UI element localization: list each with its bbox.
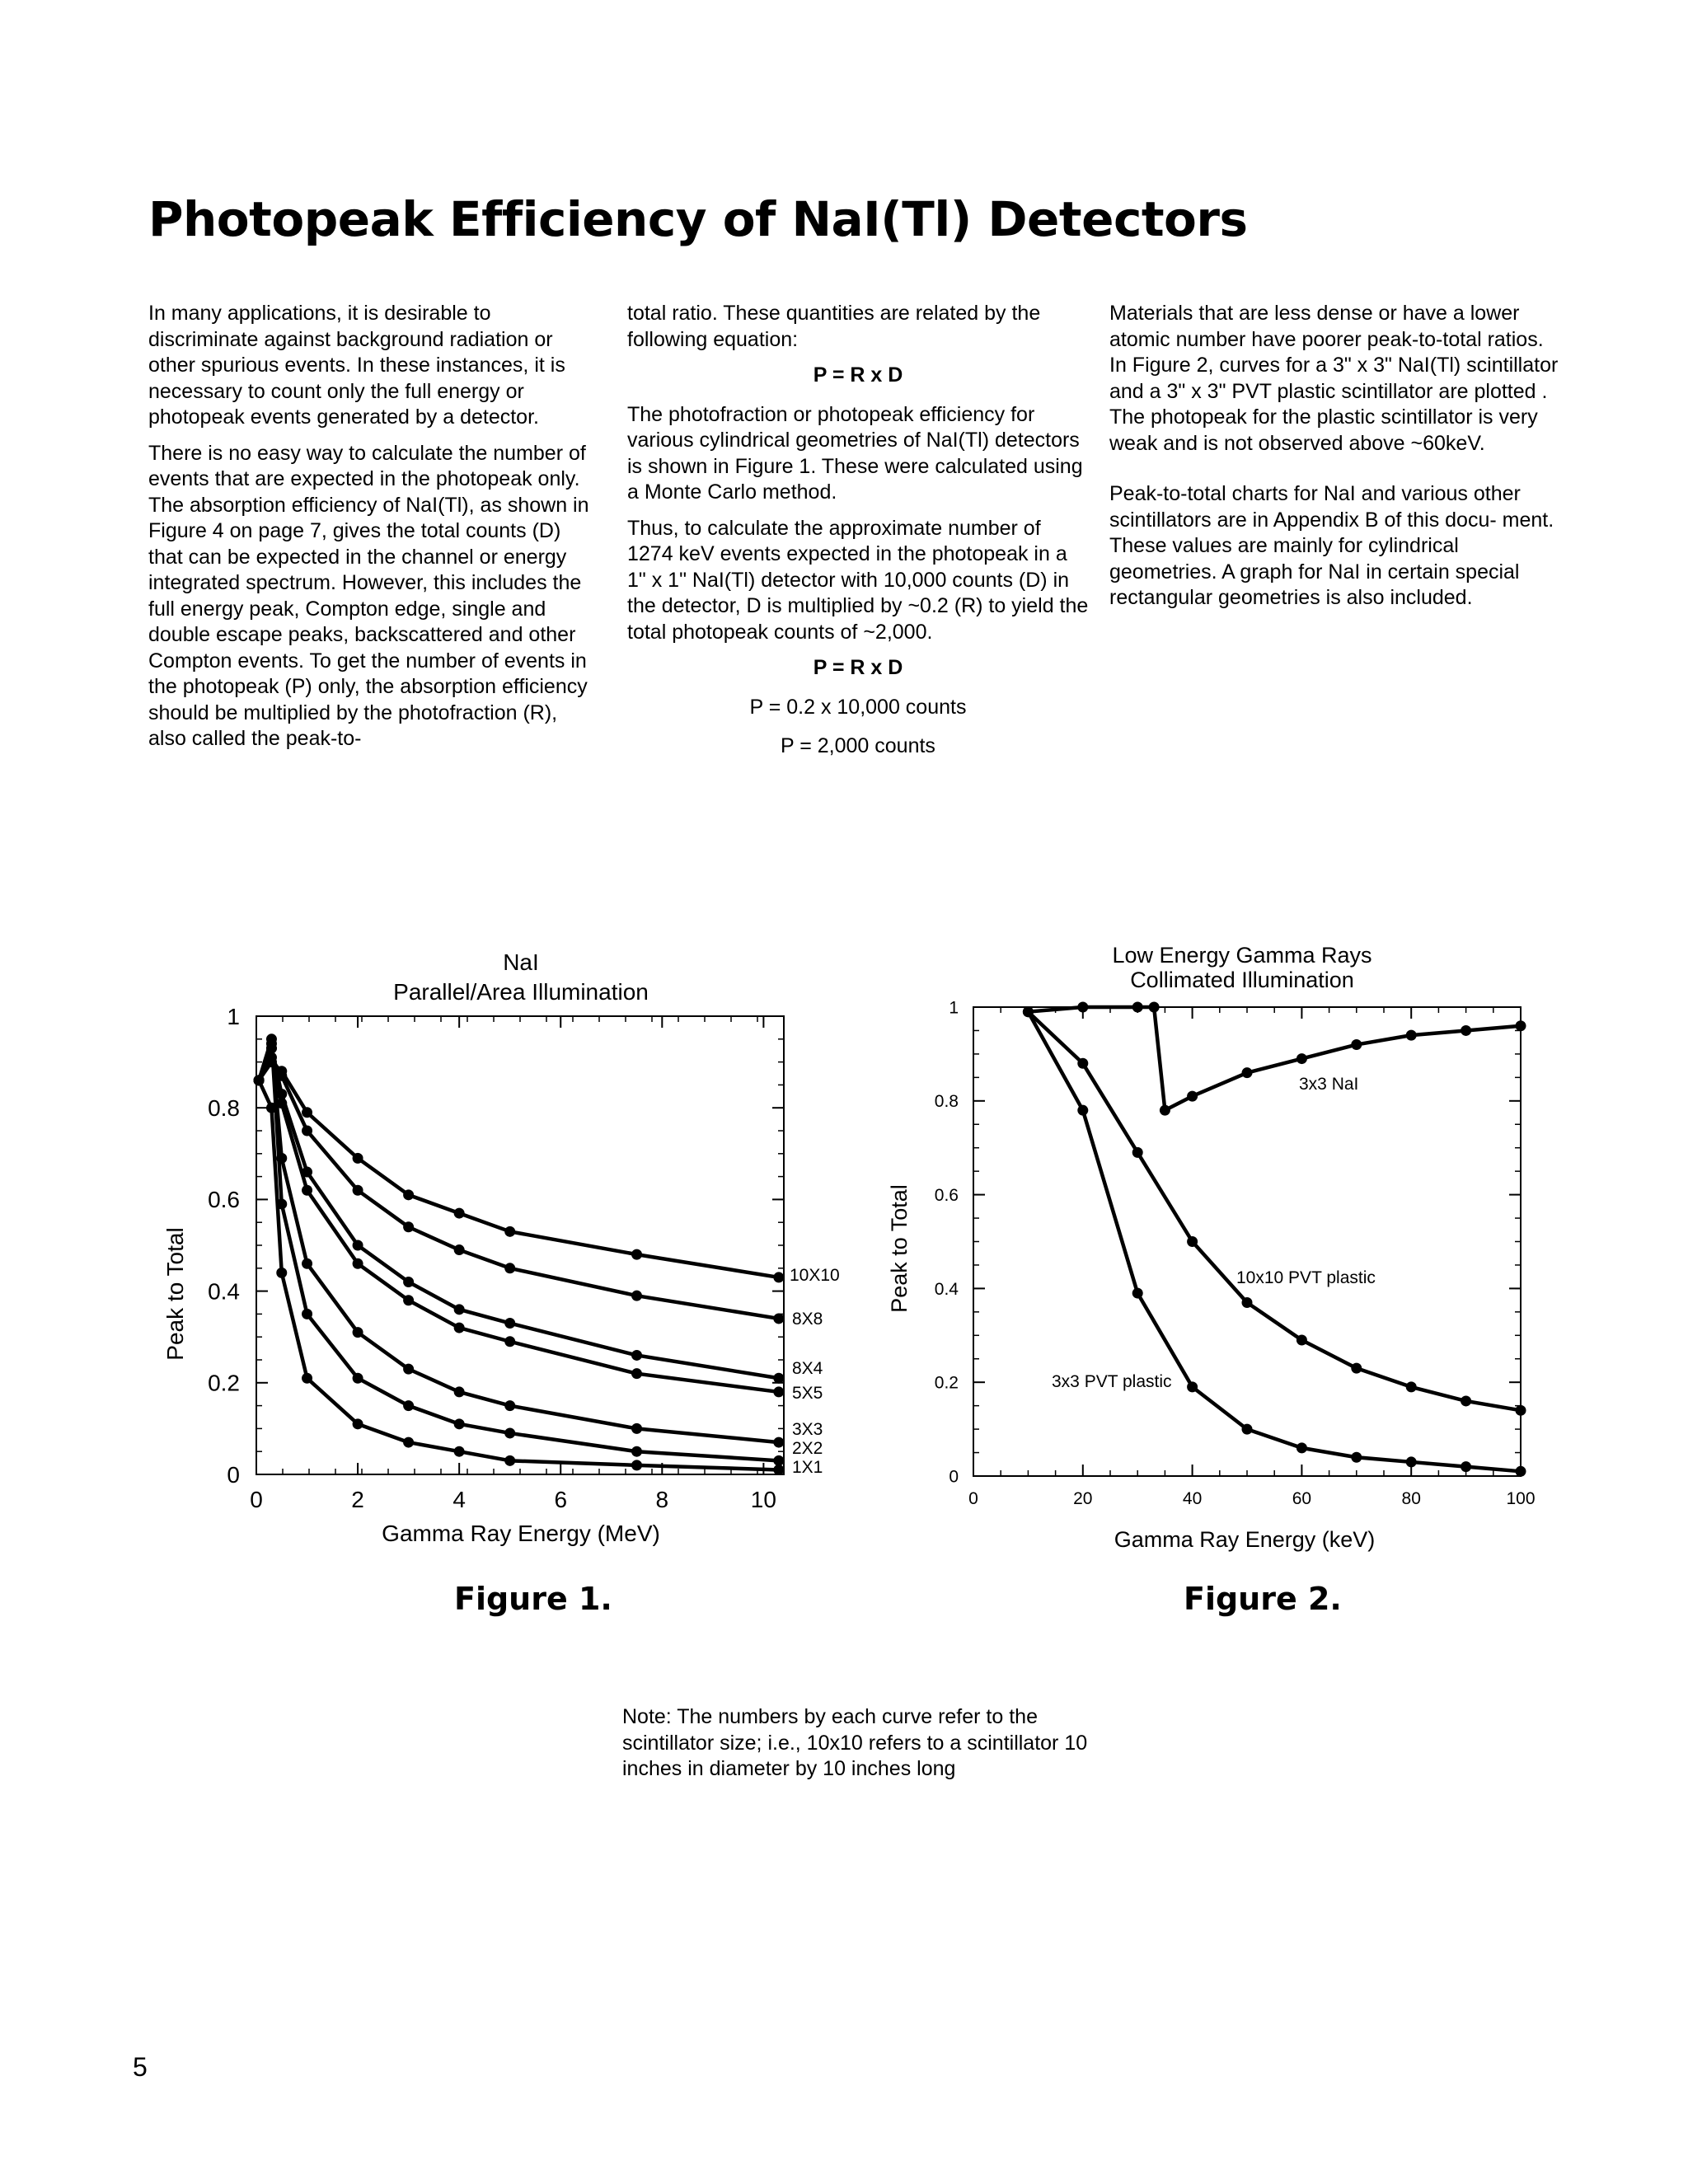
x-axis-label: Gamma Ray Energy (MeV) xyxy=(382,1521,660,1546)
data-point xyxy=(1406,1456,1417,1467)
x-tick-label: 4 xyxy=(452,1487,466,1512)
data-point xyxy=(302,1309,312,1319)
y-tick-label: 0.6 xyxy=(934,1185,959,1205)
x-tick-label: 2 xyxy=(351,1487,364,1512)
series-label: 3x3 PVT plastic xyxy=(1052,1372,1172,1391)
series-label: 8X4 xyxy=(792,1359,823,1378)
data-point xyxy=(254,1075,265,1085)
data-point xyxy=(454,1446,465,1457)
plot-frame xyxy=(973,1007,1521,1476)
data-point xyxy=(504,1226,515,1237)
paragraph: total ratio. These quantities are related by the following equation: xyxy=(627,302,1041,351)
data-point xyxy=(353,1373,363,1384)
data-point xyxy=(454,1418,465,1429)
y-tick-label: 0.8 xyxy=(934,1092,959,1112)
data-point xyxy=(1516,1405,1526,1416)
data-point xyxy=(276,1098,287,1108)
data-point xyxy=(631,1446,642,1457)
data-point xyxy=(1160,1105,1170,1116)
data-point xyxy=(353,1185,363,1196)
series-line xyxy=(259,1048,779,1378)
data-point xyxy=(403,1400,414,1411)
data-point xyxy=(631,1291,642,1301)
equation: P = R x D xyxy=(813,656,903,679)
data-point xyxy=(254,1075,265,1085)
x-tick-label: 60 xyxy=(1292,1489,1312,1508)
data-point xyxy=(254,1075,265,1085)
data-point xyxy=(1296,1442,1307,1453)
data-point xyxy=(1242,1297,1253,1308)
data-point xyxy=(1296,1334,1307,1345)
data-point xyxy=(276,1089,287,1099)
text-column-1 xyxy=(148,301,598,762)
data-point xyxy=(1516,1020,1526,1031)
data-point xyxy=(1516,1466,1526,1477)
data-point xyxy=(254,1075,265,1085)
series-line xyxy=(1028,1012,1521,1472)
data-point xyxy=(254,1075,265,1085)
series-label: 1X1 xyxy=(792,1458,823,1477)
data-point xyxy=(1077,1058,1088,1069)
y-tick-label: 0.8 xyxy=(208,1095,240,1121)
data-point xyxy=(1187,1091,1198,1102)
data-point xyxy=(266,1033,277,1044)
x-tick-label: 80 xyxy=(1401,1489,1421,1508)
data-point xyxy=(1149,1002,1160,1013)
data-point xyxy=(403,1364,414,1375)
data-point xyxy=(773,1386,784,1397)
data-point xyxy=(504,1427,515,1438)
data-point xyxy=(276,1268,287,1278)
data-point xyxy=(403,1221,414,1232)
data-point xyxy=(631,1249,642,1260)
y-axis-label: Peak to Total xyxy=(887,1184,912,1313)
data-point xyxy=(1351,1452,1362,1463)
series-label: 2X2 xyxy=(792,1439,823,1458)
data-point xyxy=(1461,1395,1471,1406)
series-line xyxy=(1028,1007,1521,1110)
data-point xyxy=(773,1455,784,1466)
equation: P = R x D xyxy=(813,363,903,387)
data-point xyxy=(504,1455,515,1466)
data-point xyxy=(631,1350,642,1361)
chart-title: NaI xyxy=(503,949,539,975)
data-point xyxy=(403,1437,414,1448)
data-point xyxy=(302,1185,312,1196)
series-line xyxy=(259,1080,779,1470)
y-axis-label: Peak to Total xyxy=(162,1227,188,1361)
data-point xyxy=(1351,1039,1362,1050)
y-tick-label: 0 xyxy=(227,1461,240,1488)
plot-frame xyxy=(256,1016,784,1474)
series-line xyxy=(259,1057,779,1319)
data-point xyxy=(302,1373,312,1384)
data-point xyxy=(631,1460,642,1470)
series-label: 3X3 xyxy=(792,1420,823,1439)
chart-subtitle: Collimated Illumination xyxy=(1130,968,1354,992)
data-point xyxy=(276,1198,287,1209)
data-point xyxy=(1023,1006,1034,1017)
data-point xyxy=(1351,1363,1362,1374)
y-tick-label: 1 xyxy=(227,1003,240,1029)
data-point xyxy=(403,1295,414,1305)
data-point xyxy=(1406,1381,1417,1392)
x-axis-label: Gamma Ray Energy (keV) xyxy=(1114,1527,1376,1552)
x-tick-label: 0 xyxy=(250,1487,263,1512)
paragraph: In many applications, it is desirable to discriminate against background radiation or other spurious events. In these instances, it is necessary to count only the full energy or photopeak events generated by a detector. xyxy=(148,302,565,429)
data-point xyxy=(276,1066,287,1076)
chart-title: Low Energy Gamma Rays xyxy=(1112,943,1372,968)
data-point xyxy=(454,1244,465,1255)
series-label: 5X5 xyxy=(792,1384,823,1403)
data-point xyxy=(1187,1381,1198,1392)
data-point xyxy=(504,1336,515,1347)
text-column-2 xyxy=(627,301,1089,773)
data-point xyxy=(631,1368,642,1379)
data-point xyxy=(773,1465,784,1475)
figure-1-caption: Figure 1. xyxy=(454,1581,612,1617)
data-point xyxy=(403,1189,414,1200)
data-point xyxy=(276,1071,287,1081)
data-point xyxy=(254,1075,265,1085)
series-line xyxy=(1028,1012,1521,1411)
data-point xyxy=(266,1103,277,1113)
page-title: Photopeak Efficiency of NaI(Tl) Detectors xyxy=(148,191,1248,247)
data-point xyxy=(353,1240,363,1251)
figure-2-caption: Figure 2. xyxy=(1184,1581,1342,1617)
y-tick-label: 0.2 xyxy=(934,1373,959,1393)
data-point xyxy=(266,1038,277,1049)
data-point xyxy=(773,1437,784,1448)
paragraph: The photofraction or photopeak efficiency for various cylindrical geometries of NaI(Tl) detectors is shown in Figure 1. These were calculated using a Monte Carlo method. xyxy=(627,402,1083,504)
y-tick-label: 0.2 xyxy=(208,1370,240,1396)
data-point xyxy=(1406,1030,1417,1041)
data-point xyxy=(1461,1461,1471,1472)
data-point xyxy=(1242,1424,1253,1435)
data-point xyxy=(403,1277,414,1287)
series-line xyxy=(259,1062,779,1277)
y-tick-label: 0 xyxy=(949,1467,959,1487)
data-point xyxy=(353,1418,363,1429)
data-point xyxy=(302,1167,312,1178)
page-number: 5 xyxy=(133,2052,148,2082)
data-point xyxy=(504,1318,515,1329)
data-point xyxy=(631,1423,642,1434)
x-tick-label: 0 xyxy=(968,1489,978,1508)
x-tick-label: 100 xyxy=(1506,1489,1536,1508)
data-point xyxy=(1242,1067,1253,1078)
data-point xyxy=(1461,1025,1471,1036)
data-point xyxy=(1132,1147,1143,1158)
series-label: 10X10 xyxy=(790,1266,840,1285)
data-point xyxy=(504,1263,515,1273)
data-point xyxy=(454,1386,465,1397)
data-point xyxy=(454,1304,465,1315)
chart-subtitle: Parallel/Area Illumination xyxy=(393,979,649,1005)
equation: P = 2,000 counts xyxy=(781,734,935,757)
paragraph: There is no easy way to calculate the number of events that are expected in the photopeak only. The absorption efficiency of NaI(Tl), as shown in Figure 4 on page 7, gives the total counts (D) that can be expected in the channel or energy integrated spectrum. However, this includes the full energy peak, Compton edge, single and double escape peaks, backscattered and other Compton events. To get the number of events in the photopeak (P) only, the absorption efficiency should be multiplied by the photofraction (R), also called the peak-to- xyxy=(148,441,589,750)
x-tick-label: 6 xyxy=(554,1487,568,1512)
data-point xyxy=(353,1153,363,1164)
y-tick-label: 0.4 xyxy=(208,1278,240,1305)
data-point xyxy=(454,1323,465,1333)
data-point xyxy=(353,1258,363,1269)
data-point xyxy=(266,1057,277,1067)
data-point xyxy=(1187,1236,1198,1247)
data-point xyxy=(302,1126,312,1137)
data-point xyxy=(353,1327,363,1338)
data-point xyxy=(773,1313,784,1324)
text-column-3 xyxy=(1109,301,1559,621)
data-point xyxy=(266,1043,277,1053)
data-point xyxy=(773,1272,784,1282)
data-point xyxy=(1132,1002,1143,1013)
series-line xyxy=(259,1043,779,1442)
y-tick-label: 0.6 xyxy=(208,1187,240,1213)
series-line xyxy=(259,1048,779,1392)
data-point xyxy=(302,1258,312,1269)
data-point xyxy=(773,1373,784,1384)
data-point xyxy=(1077,1105,1088,1116)
paragraph: Peak-to-total charts for NaI and various other scintillators are in Appendix B of this docu- ment. These values are mainly for cylindrical geometries. A graph for NaI in certain special rectangular geometries is also included. xyxy=(1109,482,1554,609)
series-label: 10x10 PVT plastic xyxy=(1236,1268,1376,1287)
data-point xyxy=(454,1208,465,1219)
data-point xyxy=(504,1400,515,1411)
series-line xyxy=(259,1039,779,1461)
x-tick-label: 8 xyxy=(655,1487,669,1512)
equation: P = 0.2 x 10,000 counts xyxy=(749,695,967,719)
x-tick-label: 10 xyxy=(750,1487,776,1512)
paragraph: Materials that are less dense or have a lower atomic number have poorer peak-to-total ratios. In Figure 2, curves for a 3" x 3" NaI(Tl) scintillator and a 3" x 3" PVT plastic scintillator are plotted . The photopeak for the plastic scintillator is very weak and is not observed above ~60keV. xyxy=(1109,302,1559,455)
series-label: 8X8 xyxy=(792,1310,823,1329)
data-point xyxy=(254,1075,265,1085)
x-tick-label: 40 xyxy=(1182,1489,1203,1508)
data-point xyxy=(1132,1288,1143,1299)
data-point xyxy=(1077,1002,1088,1013)
x-tick-label: 20 xyxy=(1073,1489,1093,1508)
data-point xyxy=(302,1107,312,1118)
figure-note: Note: The numbers by each curve refer to the scintillator size; i.e., 10x10 refers to a scintillator 10 inches in diameter by 10 inches long xyxy=(622,1705,1088,1780)
y-tick-label: 1 xyxy=(949,998,959,1018)
y-tick-label: 0.4 xyxy=(934,1279,959,1299)
paragraph: Thus, to calculate the approximate number of 1274 keV events expected in the photopeak in a 1" x 1" NaI(Tl) detector with 10,000 counts (D) in the detector, D is multiplied by ~0.2 (R) to yield the total photopeak counts of ~2,000. xyxy=(627,516,1089,644)
data-point xyxy=(1296,1053,1307,1064)
data-point xyxy=(266,1052,277,1063)
series-label: 3x3 NaI xyxy=(1299,1075,1359,1094)
data-point xyxy=(266,1043,277,1053)
data-point xyxy=(1023,1006,1034,1017)
data-point xyxy=(276,1153,287,1164)
data-point xyxy=(1023,1006,1034,1017)
